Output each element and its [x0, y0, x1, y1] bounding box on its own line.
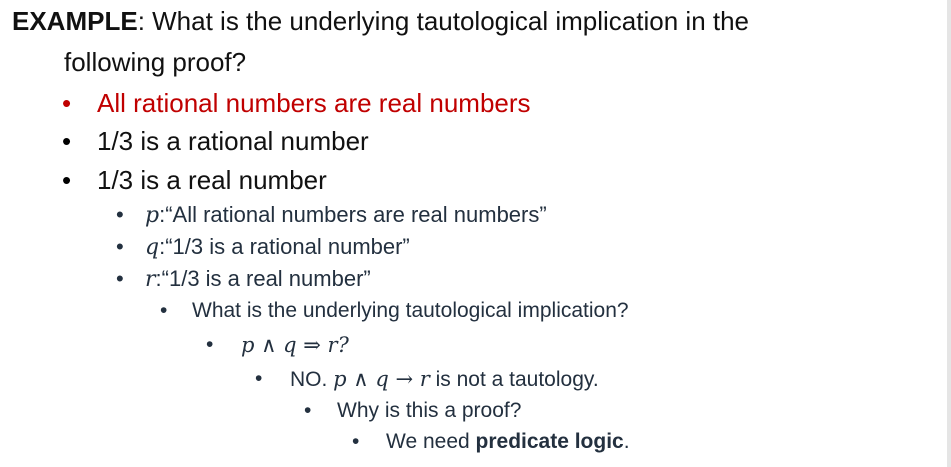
candidate-formula: p ∧ q ⇒ r? — [241, 333, 349, 357]
bullet-icon: • — [352, 430, 360, 453]
var-p: p — [145, 203, 160, 228]
bullet-icon: • — [255, 367, 263, 390]
slide-edge — [947, 0, 951, 467]
answer-formula: p ∧ q → r — [333, 367, 430, 391]
bullet-icon: • — [160, 299, 168, 322]
bullet-item-2: 1/3 is a rational number — [97, 126, 369, 156]
bullet-icon: • — [116, 234, 124, 259]
answer-text — [290, 367, 599, 392]
heading-question: : What is the underlying tautological implication in the — [137, 6, 750, 36]
bullet-icon: • — [62, 126, 72, 156]
need-text — [386, 430, 630, 454]
prop-r-text: :“1/3 is a real number” — [155, 266, 371, 291]
example-label: EXAMPLE — [12, 6, 138, 36]
answer-prefix: NO. — [290, 368, 334, 391]
heading-line-1 — [12, 6, 749, 37]
bullet-icon: • — [304, 399, 312, 422]
bullet-icon: • — [62, 88, 72, 118]
bullet-icon: • — [62, 165, 72, 195]
bullet-icon: • — [206, 333, 214, 356]
bullet-item-3: 1/3 is a real number — [97, 165, 327, 195]
need-prefix: We need — [386, 430, 476, 453]
question-text: What is the underlying tautological implication? — [192, 299, 629, 322]
answer-suffix: is not a tautology. — [429, 368, 599, 391]
var-q: q — [145, 235, 160, 260]
why-text: Why is this a proof? — [337, 399, 522, 422]
bullet-icon: • — [116, 202, 124, 227]
predicate-logic-emphasis: predicate logic — [475, 430, 624, 453]
bullet-item-1: All rational numbers are real numbers — [97, 88, 531, 118]
heading-line-2: following proof? — [64, 47, 247, 77]
prop-q — [145, 234, 410, 260]
need-suffix: . — [623, 430, 630, 453]
prop-p — [145, 202, 547, 228]
prop-p-text: :“All rational numbers are real numbers” — [159, 202, 547, 227]
prop-q-text: :“1/3 is a rational number” — [159, 234, 410, 259]
var-r: r — [145, 267, 156, 292]
prop-r — [145, 266, 371, 292]
bullet-icon: • — [116, 266, 124, 291]
